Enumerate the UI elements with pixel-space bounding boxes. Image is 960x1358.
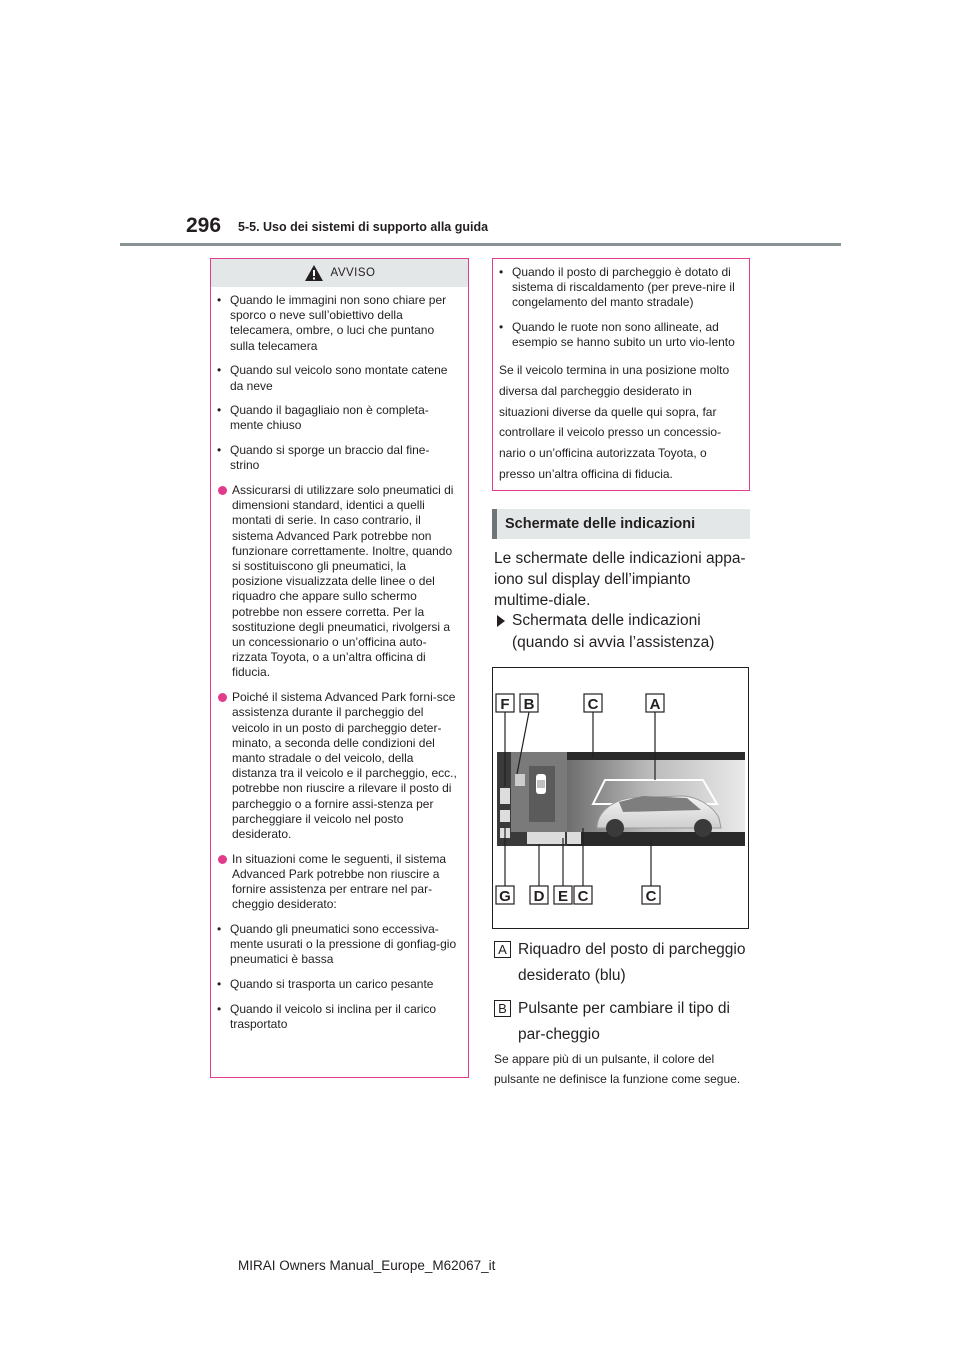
continuation-item-text: Quando le ruote non sono allineate, ad esempio se hanno subito un urto vio-lento: [512, 320, 735, 350]
triangle-bullet-icon: [497, 615, 505, 627]
warning-item: [217, 483, 458, 681]
figure-label: E: [557, 888, 569, 905]
warning-item: [217, 977, 458, 992]
warning-title: AVVISO: [330, 267, 376, 279]
sub-item-text: Schermata delle indicazioni (quando si avvia l’assistenza): [512, 612, 715, 651]
circle-bullet-icon: [218, 486, 227, 495]
bullet-mark: •: [217, 443, 222, 458]
continuation-item-text: Quando il posto di parcheggio è dotato di sistema di riscaldamento (per preve-nire il congelamento del manto stradale): [512, 265, 735, 310]
continuation-item: [499, 320, 741, 350]
warning-item-text: Quando sul veicolo sono montate catene da neve: [230, 363, 448, 393]
warning-item-text: Assicurarsi di utilizzare solo pneumatici di dimensioni standard, identici a quelli montati di serie. In caso contrario, il sistema Advanced Park potrebbe non funzionare correttamente. Inoltre, quando si sostituiscono gli pneumatici, la posizione visualizzata delle linee o del riquadro che appare sullo schermo potrebbe non essere corretta. Per la sostituzione degli pneumatici, rivolgersi a un concessionario o un’officina auto-rizzata Toyota, o a un’altra officina di fiducia.: [232, 483, 454, 680]
warning-item: [217, 852, 458, 913]
warning-item: [217, 363, 458, 393]
legend-item-b: [494, 996, 754, 1048]
section-heading: [492, 509, 750, 539]
bullet-mark: •: [217, 293, 222, 307]
figure-label: F: [500, 696, 510, 713]
figure-label: C: [577, 888, 589, 905]
header-rule: [120, 243, 841, 246]
legend-item-a: [494, 937, 754, 989]
figure-label: C: [587, 696, 599, 713]
warning-triangle-icon: [304, 264, 324, 282]
warning-item: [217, 443, 458, 473]
bullet-mark: •: [217, 363, 222, 378]
warning-item-text: Quando le immagini non sono chiare per sporco o neve sull’obiettivo della telecamera, ombre, o luci che puntano sulla telecamera: [230, 293, 447, 353]
color-note: Se appare più di un pulsante, il colore del pulsante ne definisce la funzione come segue.: [494, 1052, 741, 1087]
warning-item-text: Poiché il sistema Advanced Park forni-sce assistenza durante il parcheggio del veicolo in un posto di parcheggio deter-minato, a seconda delle condizioni del manto stradale o del veicolo, della distanza tra il veicolo e il parcheggio, ecc., potrebbe non riuscire a rilevare il posto di parcheggio o a fornire assi-stenza per parcheggiare il veicolo nel posto desiderato.: [232, 690, 457, 841]
section-heading-text: Schermate delle indicazioni: [505, 516, 696, 532]
guidance-screen-illustration: [493, 668, 748, 928]
warning-item-text: Quando il veicolo si inclina per il carico trasportato: [230, 1001, 437, 1032]
legend-text: Riquadro del posto di parcheggio desiderato (blu): [518, 941, 746, 984]
bullet-mark: •: [499, 265, 504, 279]
legend-text: Pulsante per cambiare il tipo di par-cheggio: [518, 1000, 730, 1043]
bullet-mark: •: [499, 320, 504, 335]
guidance-screen-figure: [492, 667, 749, 929]
figure-label: G: [499, 888, 511, 905]
continuation-note: Se il veicolo termina in una posizione molto diversa dal parcheggio desiderato in situazioni diverse da quelle qui sopra, far controllare il veicolo presso un concessio-nario o un’officina autorizzata Toyota, o presso un’altra officina di fiducia.: [499, 363, 730, 481]
warning-item: [217, 403, 458, 433]
warning-item-text: In situazioni come le seguenti, il sistema Advanced Park potrebbe non riuscire a fornire assistenza per entrare nel par-cheggio desiderato:: [232, 851, 447, 912]
bullet-mark: •: [217, 1001, 222, 1016]
figure-label: B: [523, 696, 535, 713]
warning-header: [211, 259, 468, 287]
warning-item-text: Quando si sporge un braccio dal fine-strino: [230, 443, 430, 473]
bullet-mark: •: [217, 977, 222, 992]
warning-item: [217, 1002, 458, 1032]
legend-key: A: [494, 941, 511, 958]
sub-item: [494, 610, 754, 653]
warning-item: [217, 690, 458, 842]
warning-list: [211, 287, 468, 1032]
warning-item-text: Quando gli pneumatici sono eccessiva-mente usurati o la pressione di gonfiag-gio pneumatici è bassa: [230, 922, 457, 967]
footer: MIRAI Owners Manual_Europe_M62067_it: [238, 1258, 496, 1273]
warning-item: [217, 922, 458, 968]
warning-item-text: Quando si trasporta un carico pesante: [230, 977, 434, 992]
figure-label: D: [533, 888, 545, 905]
warning-continuation-box: [492, 258, 750, 491]
warning-box: [210, 258, 469, 1078]
figure-label: C: [645, 888, 657, 905]
page-number: 296: [186, 214, 222, 237]
continuation-list: [493, 259, 749, 485]
body-paragraph: Le schermate delle indicazioni appa-iono sul display dell’impianto multime-diale.: [494, 550, 746, 610]
continuation-item: [499, 265, 741, 311]
legend-key: B: [494, 1000, 511, 1017]
circle-bullet-icon: [218, 855, 227, 864]
warning-item-text: Quando il bagagliaio non è completa-mente chiuso: [230, 403, 429, 433]
warning-item: [217, 293, 458, 354]
bullet-mark: •: [217, 403, 222, 418]
circle-bullet-icon: [218, 693, 227, 702]
bullet-mark: •: [217, 922, 222, 937]
figure-label: A: [649, 696, 661, 713]
section-title: 5-5. Uso dei sistemi di supporto alla guida: [238, 220, 489, 234]
